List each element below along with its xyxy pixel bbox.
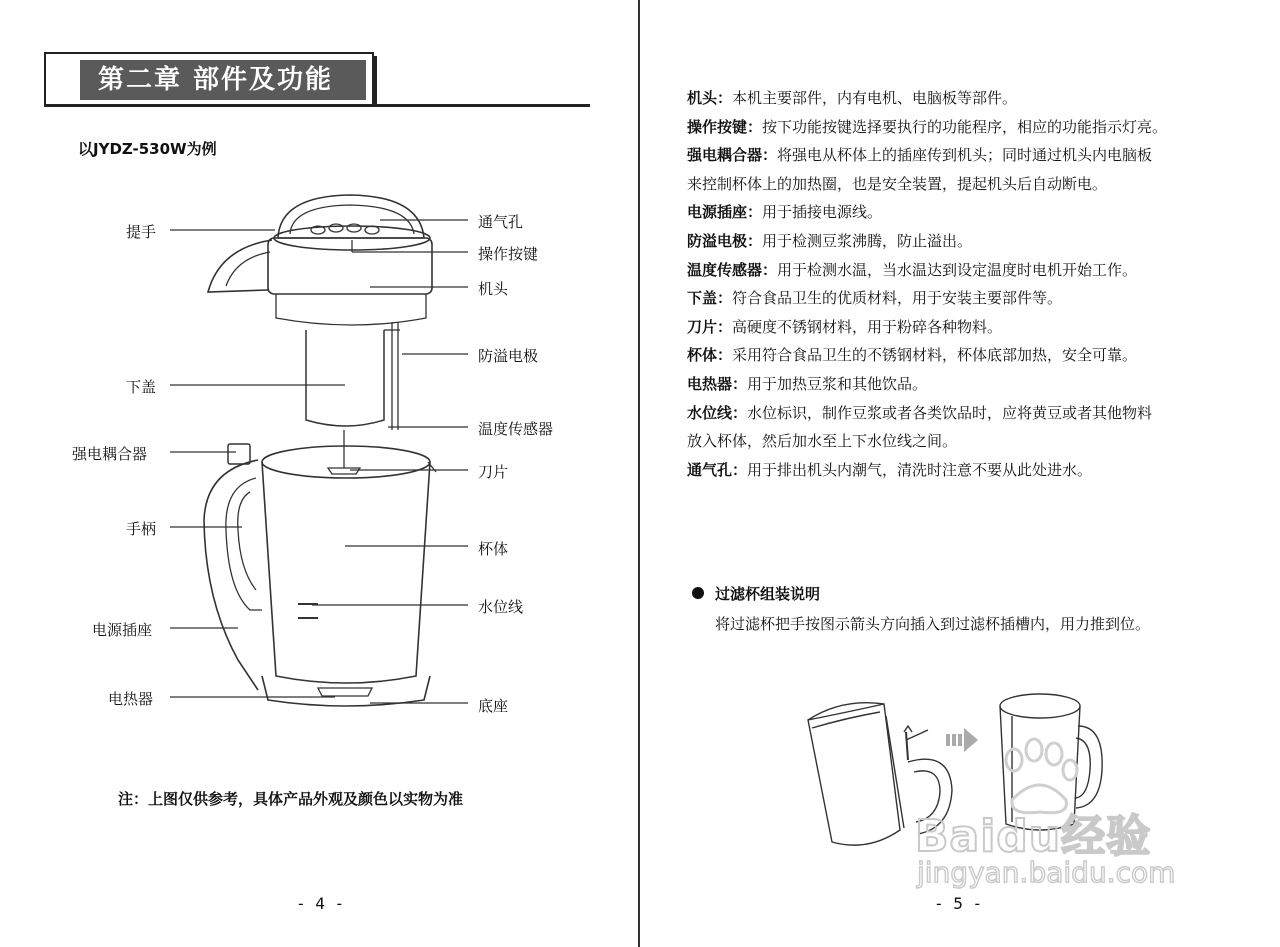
bullet-title: 过滤杯组装说明: [715, 585, 821, 603]
label-head: 机头: [478, 280, 509, 298]
definition-text: 用于检测水温，当水温达到设定温度时电机开始工作。: [777, 260, 1138, 279]
book-spine: [638, 0, 640, 947]
definition-term: 水位线：: [687, 403, 748, 422]
label-base: 底座: [478, 697, 509, 715]
definition-text: 放入杯体，然后加水至上下水位线之间。: [687, 432, 958, 451]
chapter-title: 第二章 部件及功能: [80, 60, 366, 100]
definition-text: 按下功能按键选择要执行的功能程序，相应的功能指示灯亮。: [762, 117, 1168, 136]
label-overflow-electrode: 防溢电极: [478, 347, 539, 365]
definition-text: 水位标识，制作豆浆或者各类饮品时，应将黄豆或者其他物料: [747, 403, 1153, 422]
definition-term: 温度传感器：: [687, 260, 778, 279]
label-vent: 通气孔: [478, 213, 524, 231]
definition-term: 电源插座：: [687, 203, 763, 222]
label-buttons: 操作按键: [478, 245, 539, 263]
label-temp-sensor: 温度传感器: [478, 420, 554, 438]
label-grip: 手柄: [126, 520, 157, 538]
definition-term: 机头：: [687, 89, 733, 107]
label-coupler: 强电耦合器: [72, 445, 148, 463]
definition-term: 防溢电极：: [687, 232, 763, 250]
definition-term: 刀片：: [687, 317, 733, 336]
definition-term: 下盖：: [687, 289, 733, 308]
label-cup: 杯体: [478, 540, 509, 558]
definition-text: 用于加热豆浆和其他饮品。: [747, 375, 928, 393]
definition-term: 强电耦合器：: [687, 146, 778, 165]
page-number-left: - 4 -: [296, 894, 345, 913]
definition-text: 高硬度不锈钢材料，用于粉碎各种物料。: [732, 317, 1003, 336]
bullet-description: 将过滤杯把手按图示箭头方向插入到过滤杯插槽内，用力推到位。: [715, 615, 1151, 633]
label-water-line: 水位线: [478, 598, 524, 616]
definition-text: 本机主要部件，内有电机、电脑板等部件。: [732, 89, 1018, 107]
definition-text: 来控制杯体上的加热圈，也是安全装置，提起机头后自动断电。: [687, 174, 1108, 193]
right-page: [641, 0, 1280, 947]
label-power-socket: 电源插座: [92, 621, 153, 639]
definition-term: 杯体：: [687, 346, 733, 365]
definition-text: 采用符合食品卫生的不锈钢材料，杯体底部加热，安全可靠。: [732, 346, 1138, 365]
label-lower-cover: 下盖: [126, 378, 157, 396]
diagram-note: 注：上图仅供参考，具体产品外观及颜色以实物为准: [118, 790, 464, 808]
definition-term: 操作按键：: [687, 117, 763, 136]
model-text: 以JYDZ-530W为例: [78, 140, 217, 158]
definition-text: 符合食品卫生的优质材料，用于安装主要部件等。: [732, 289, 1063, 308]
label-heater: 电热器: [108, 690, 154, 708]
definition-text: 将强电从杯体上的插座传到机头；同时通过机头内电脑板: [777, 146, 1153, 165]
definition-text: 用于检测豆浆沸腾，防止溢出。: [762, 232, 973, 250]
definition-text: 用于排出机头内潮气，清洗时注意不要从此处进水。: [747, 460, 1093, 479]
label-handle-top: 提手: [126, 223, 157, 241]
soymilk-maker-diagram: [0, 0, 640, 760]
definition-term: 通气孔：: [687, 460, 748, 479]
label-blade: 刀片: [478, 463, 509, 481]
definition-text: 用于插接电源线。: [762, 203, 883, 222]
watermark-logo: Baidu经验: [915, 811, 1152, 862]
watermark-url: jingyan.baidu.com: [917, 856, 1176, 889]
page-number-right: - 5 -: [934, 894, 983, 913]
definition-term: 电热器：: [687, 375, 748, 393]
